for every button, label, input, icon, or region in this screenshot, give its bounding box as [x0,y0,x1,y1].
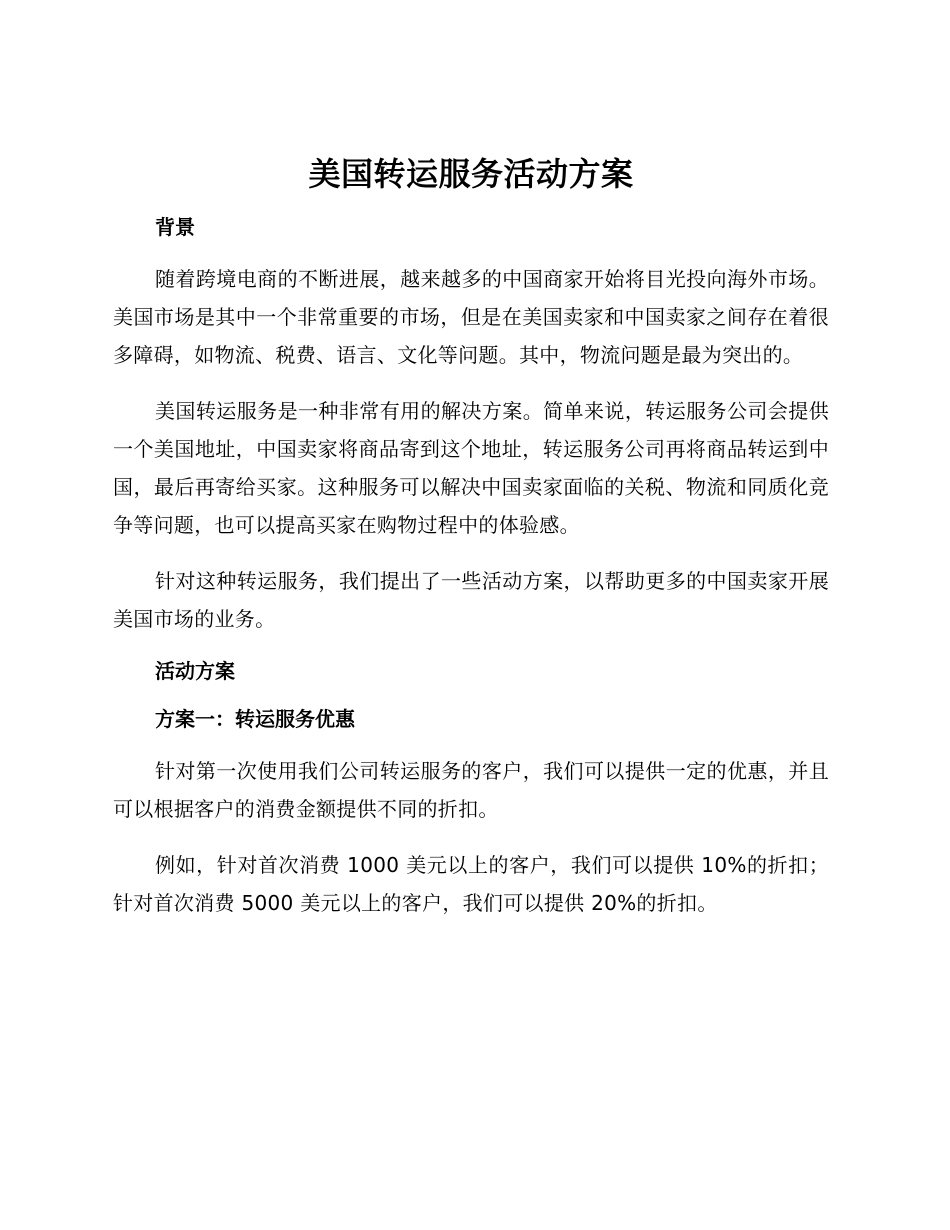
document-title: 美国转运服务活动方案 [308,155,634,193]
paragraph-background-3: 针对这种转运服务，我们提出了一些活动方案，以帮助更多的中国卖家开展美国市场的业务。 [113,569,829,631]
paragraph-background-1: 随着跨境电商的不断进展，越来越多的中国商家开始将目光投向海外市场。美国市场是其中一个非常重要的市场，但是在美国卖家和中国卖家之间存在着很多障碍，如物流、税费、语言、文化等问题。其中，物流问题是最为突出的。 [113,267,829,367]
paragraph-plan-1-example: 例如，针对首次消费 1000 美元以上的客户，我们可以提供 10%的折扣；针对首次消费 5000 美元以上的客户，我们可以提供 20%的折扣。 [113,853,829,915]
paragraph-plan-1-intro: 针对第一次使用我们公司转运服务的客户，我们可以提供一定的优惠，并且可以根据客户的消费金额提供不同的折扣。 [113,759,829,821]
paragraph-background-2: 美国转运服务是一种非常有用的解决方案。简单来说，转运服务公司会提供一个美国地址，中国卖家将商品寄到这个地址，转运服务公司再将商品转运到中国，最后再寄给买家。这种服务可以解决中国卖家面临的关税、物流和同质化竞争等问题，也可以提高买家在购物过程中的体验感。 [113,399,829,537]
subsection-heading-plan-1: 方案一：转运服务优惠 [155,707,355,731]
section-heading-plans: 活动方案 [155,659,235,683]
section-heading-background: 背景 [155,215,195,239]
document-page [113,148,829,940]
